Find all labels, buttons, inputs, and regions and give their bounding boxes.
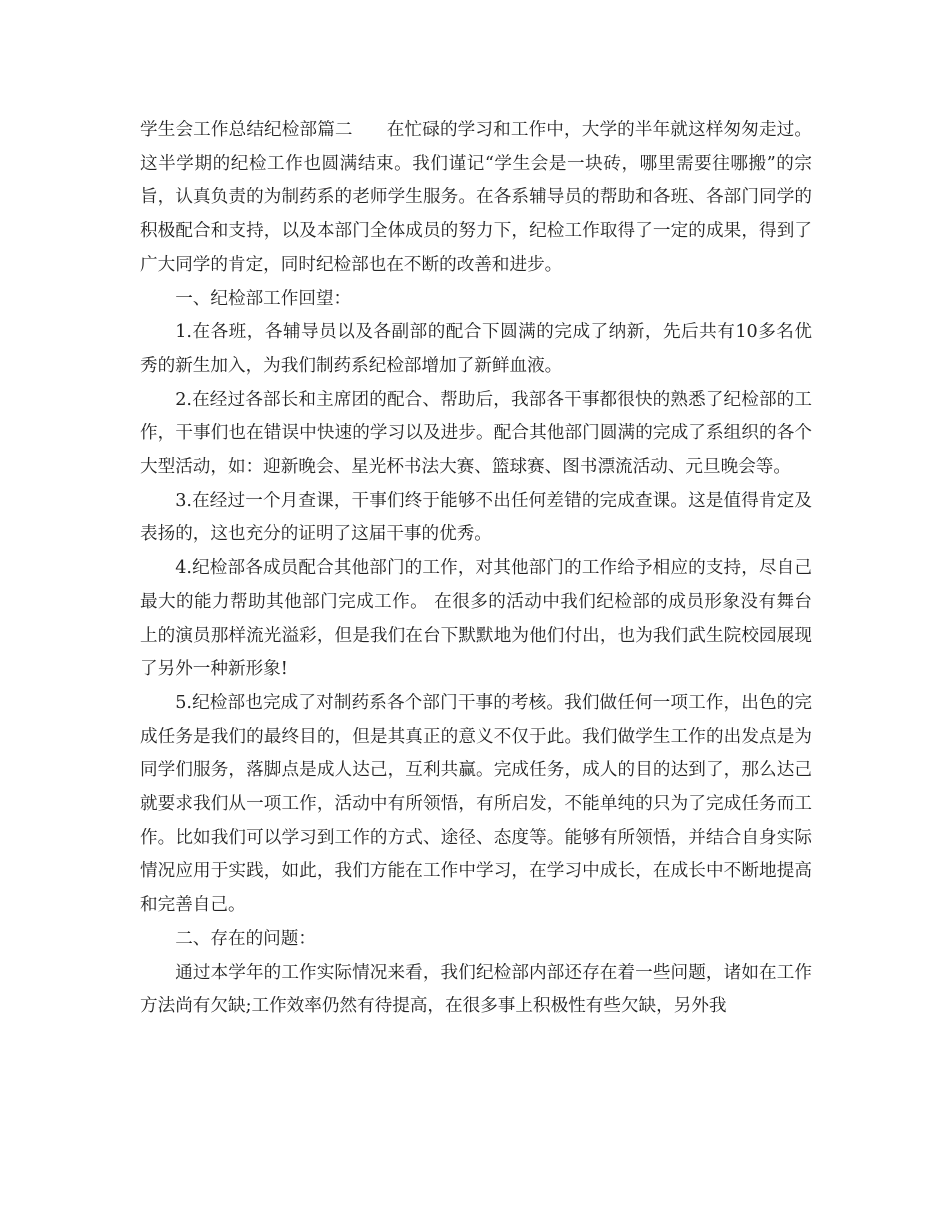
review-item-5: 5.纪检部也完成了对制药系各个部门干事的考核。我们做任何一项工作，出色的完成任务是我们的最终目的，但是其真正的意义不仅于此。我们做学生工作的出发点是为同学们服务，落脚点是成人达己，互利共赢。完成任务，成人的目的达到了，那么达己就要求我们从一项工作，活动中有所领悟，有所启发，不能单纯的只为了完成任务而工作。比如我们可以学习到工作的方式、途径、态度等。能够有所领悟，并结合自身实际情况应用于实践，如此，我们方能在工作中学习，在学习中成长，在成长中不断地提高和完善自己。	[140, 692, 812, 916]
review-item-3: 3.在经过一个月查课，干事们终于能够不出任何差错的完成查课。这是值得肯定及表扬的，这也充分的证明了这届干事的优秀。	[140, 490, 812, 545]
review-item-2: 2.在经过各部长和主席团的配合、帮助后，我部各干事都很快的熟悉了纪检部的工作，干事们也在错误中快速的学习以及进步。配合其他部门圆满的完成了系组织的各个大型活动，如：迎新晚会、星光杯书法大赛、篮球赛、图书漂流活动、元旦晚会等。	[140, 389, 812, 478]
document-title: 学生会工作总结纪检部篇二	[140, 120, 353, 140]
review-item-1: 1.在各班，各辅导员以及各副部的配合下圆满的完成了纳新，先后共有10多名优秀的新生加入，为我们制药系纪检部增加了新鲜血液。	[140, 322, 812, 376]
title-paragraph	[140, 114, 812, 283]
document-body	[140, 114, 812, 1024]
review-item-4: 4.纪检部各成员配合其他部门的工作，对其他部门的工作给予相应的支持，尽自己最大的能力帮助其他部门完成工作。 在很多的活动中我们纪检部的成员形象没有舞台上的演员那样流光溢彩，但是我们在台下默默地为他们付出，也为我们武生院校园展现了另外一种新形象!	[140, 558, 812, 680]
intro-text: 在忙碌的学习和工作中，大学的半年就这样匆匆走过。这半学期的纪检工作也圆满结束。我们谨记“学生会是一块砖，哪里需要往哪搬”的宗旨，认真负责的为制药系的老师学生服务。在各系辅导员的帮助和各班、各部门同学的积极配合和支持，以及本部门全体成员的努力下，纪检工作取得了一定的成果，得到了广大同学的肯定，同时纪检部也在不断的改善和进步。	[140, 120, 812, 275]
problems-paragraph: 通过本学年的工作实际情况来看，我们纪检部内部还存在着一些问题，诸如在工作方法尚有欠缺;工作效率仍然有待提高，在很多事上积极性有些欠缺，另外我	[140, 962, 812, 1017]
section-heading-review: 一、纪检部工作回望：	[175, 288, 352, 309]
section-heading-problems: 二、存在的问题：	[175, 928, 316, 949]
